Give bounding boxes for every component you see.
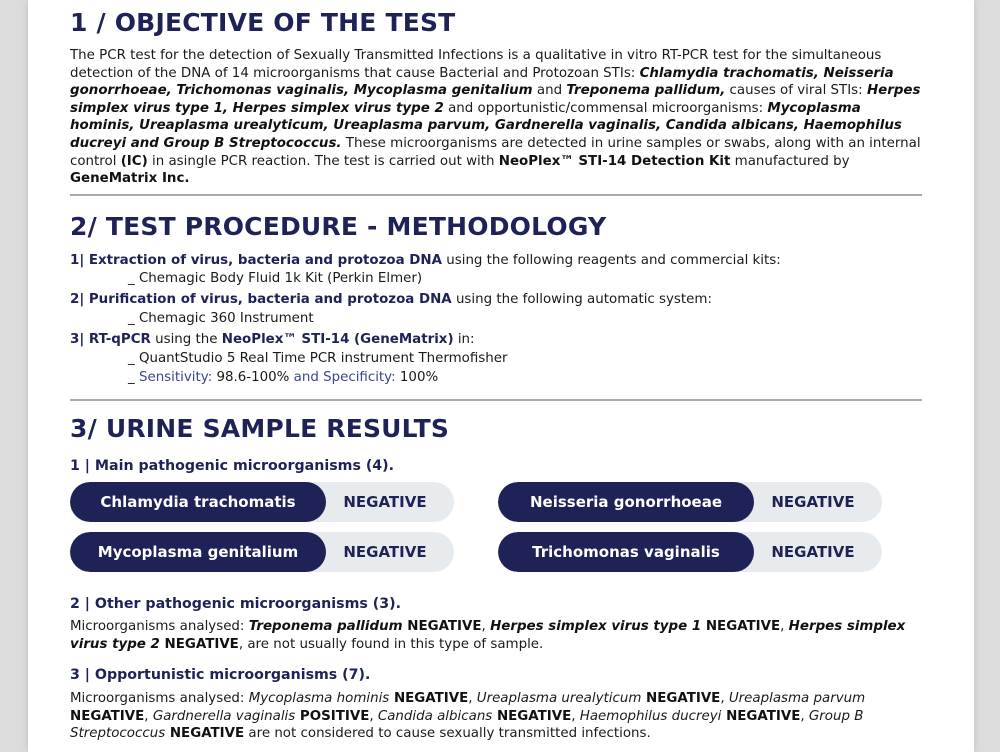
opportunistic-paragraph: Microorganisms analysed: Mycoplasma hominis NEGATIVE, Ureaplasma urealyticum NEGATIVE, Ureaplasma parvum NEGATIVE, Gardnerella vaginalis POSITIVE, Candida albicans NEGATIVE, Haemophilus ducreyi NEGATIVE, Group B Streptococcus NEGATIVE are not considered to cause sexually transmitted infections. [70, 691, 866, 742]
procedure-step-2-sub: _ Chemagic 360 Instrument [128, 311, 314, 326]
procedure-step-3: 3| RT-qPCR using the NeoPlex™ STI-14 (GeneMatrix) in: [70, 332, 475, 347]
result-organism: Mycoplasma genitalium [70, 532, 326, 572]
result-value: NEGATIVE [343, 493, 427, 511]
procedure-step-1: 1| Extraction of virus, bacteria and protozoa DNA using the following reagents and commercial kits: [70, 253, 781, 268]
other-pathogens-heading: 2 | Other pathogenic microorganisms (3). [70, 596, 401, 612]
main-pathogens-heading: 1 | Main pathogenic microorganisms (4). [70, 458, 395, 474]
procedure-step-2: 2| Purification of virus, bacteria and protozoa DNA using the following automatic system: [70, 292, 712, 307]
result-pill-trichomonas [498, 532, 882, 572]
section-title-objective: 1 / OBJECTIVE OF THE TEST [70, 8, 456, 37]
result-pill-neisseria [498, 482, 882, 522]
opportunistic-heading: 3 | Opportunistic microorganisms (7). [70, 667, 371, 683]
section-divider [70, 399, 922, 401]
other-pathogens-paragraph: Microorganisms analysed: Treponema pallidum NEGATIVE, Herpes simplex virus type 1 NEGATIVE, Herpes simplex virus type 2 NEGATIVE, are not usually found in this type of sample. [70, 619, 906, 652]
result-organism: Chlamydia trachomatis [70, 482, 326, 522]
report-page [28, 0, 974, 752]
result-organism: Trichomonas vaginalis [498, 532, 754, 572]
objective-paragraph: The PCR test for the detection of Sexually Transmitted Infections is a qualitative in vitro RT-PCR test for the simultaneous detection of the DNA of 14 microorganisms that cause Bacterial and Protozoan STIs: Chlamydia trachomatis, Neisseria gonorrhoeae, Trichomonas vaginalis, Mycoplasma genitalium and Treponema pallidum, causes of viral STIs: Herpes simplex virus type 1, Herpes simplex virus type 2 and opportunistic/commensal microorganisms: Mycoplasma hominis, Ureaplasma urealyticum, Ureaplasma parvum, Gardnerella vaginalis, Candida albicans, Haemophilus ducreyi and Group B Streptococcus. These microorganisms are detected in urine samples or swabs, along with an internal control (IC) in asingle PCR reaction. The test is carried out with NeoPlex™ STI-14 Detection Kit manufactured by GeneMatrix Inc. [70, 48, 921, 187]
section-title-procedure: 2/ TEST PROCEDURE - METHODOLOGY [70, 212, 607, 241]
section-divider [70, 194, 922, 196]
section-title-results: 3/ URINE SAMPLE RESULTS [70, 414, 450, 443]
procedure-step-1-sub: _ Chemagic Body Fluid 1k Kit (Perkin Elmer) [128, 271, 423, 286]
result-value: NEGATIVE [771, 543, 855, 561]
result-pill-chlamydia [70, 482, 454, 522]
result-pill-mycoplasma [70, 532, 454, 572]
result-value: NEGATIVE [343, 543, 427, 561]
result-value: NEGATIVE [771, 493, 855, 511]
procedure-step-3-sub-2: _ Sensitivity: 98.6-100% and Specificity: 100% [128, 370, 439, 385]
result-organism: Neisseria gonorrhoeae [498, 482, 754, 522]
procedure-step-3-sub-1: _ QuantStudio 5 Real Time PCR instrument Thermofisher [128, 351, 508, 366]
